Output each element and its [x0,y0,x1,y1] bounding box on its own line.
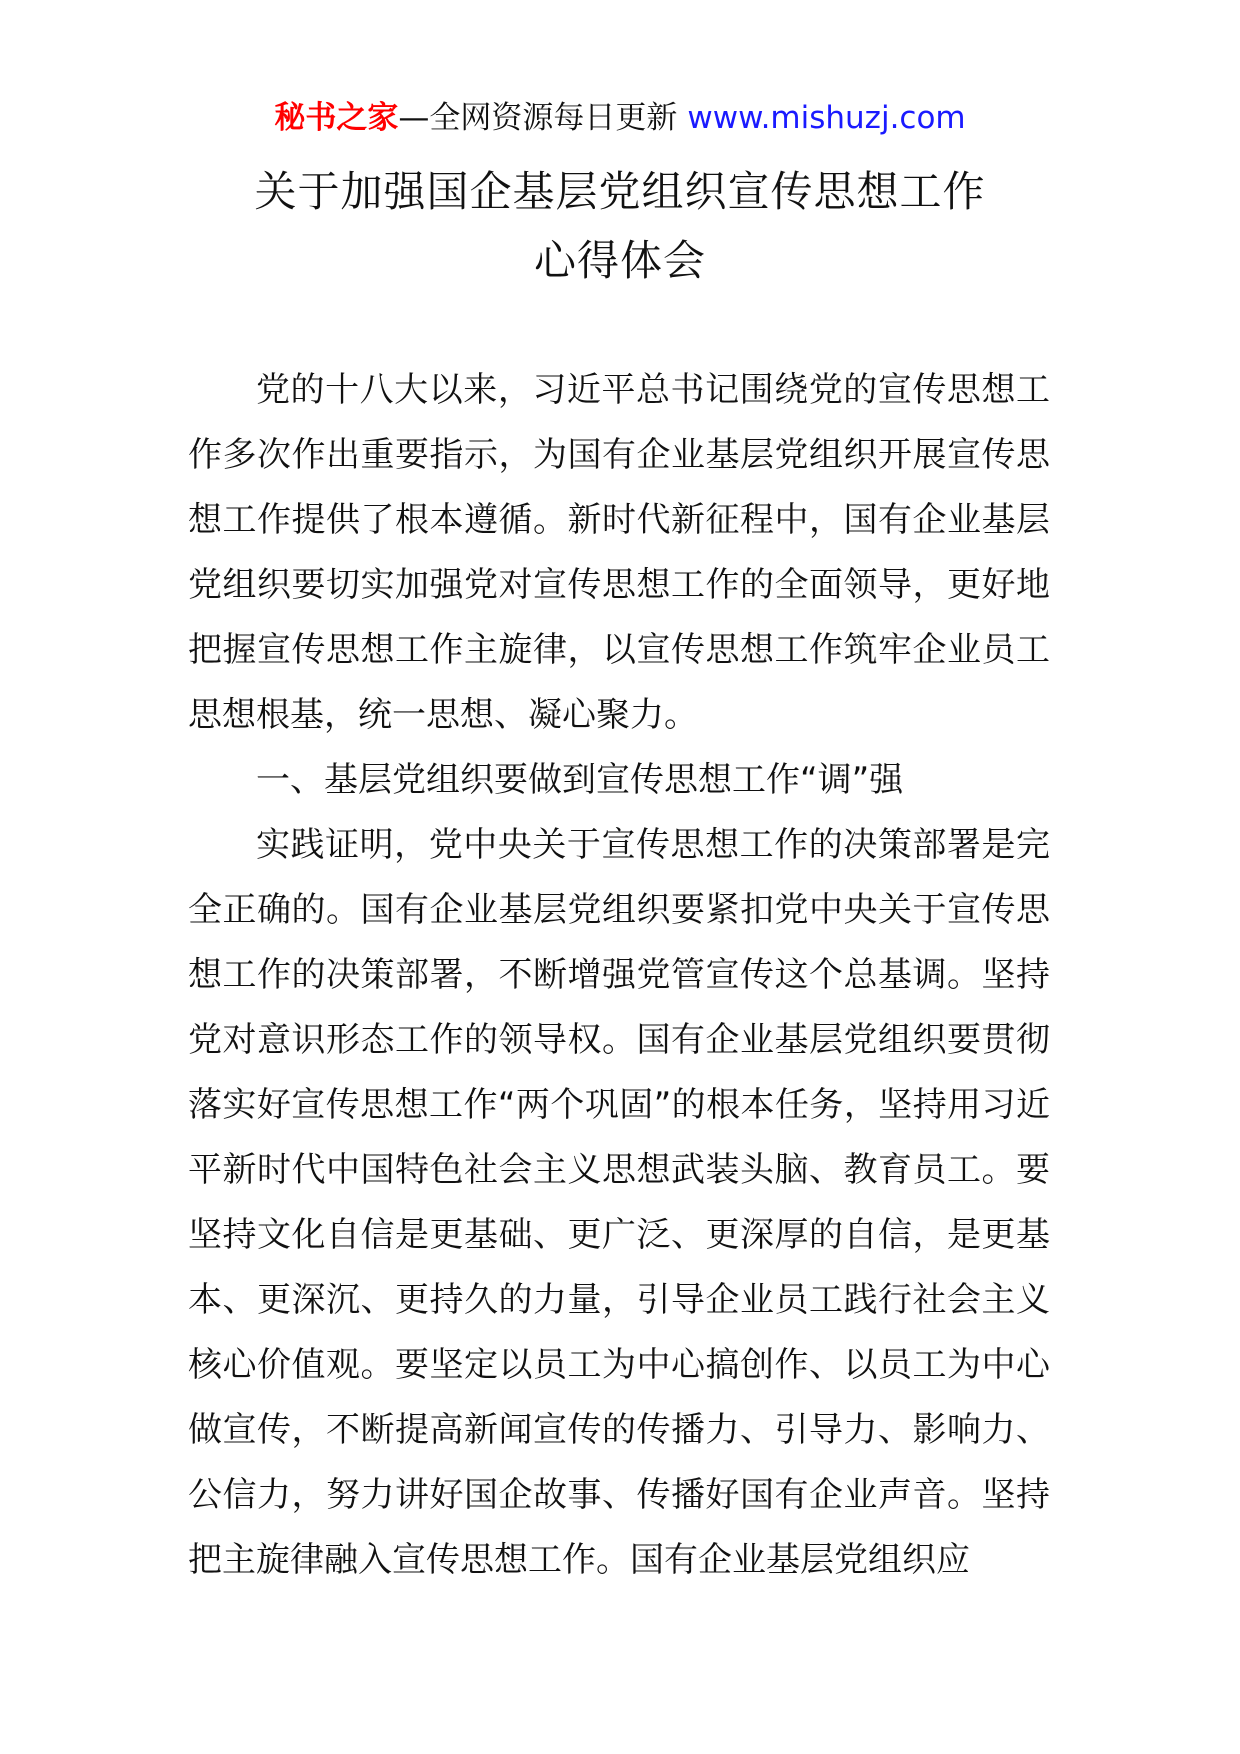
brand-name: 秘书之家 [274,100,399,136]
section-heading-1: 一、基层党组织要做到宣传思想工作“调”强 [256,760,904,800]
body-paragraph-section-1: 实践证明，党中央关于宣传思想工作的决策部署是完全正确的。国有企业基层党组织要紧扣党中央关于宣传思想工作的决策部署，不断增强党管宣传这个总基调。坚持党对意识形态工作的领导权。国有企业基层党组织要贯彻落实好宣传思想工作“两个巩固”的根本任务，坚持用习近平新时代中国特色社会主义思想武装头脑、教育员工。要坚持文化自信是更基础、更广泛、更深厚的自信，是更基本、更深沉、更持久的力量，引导企业员工践行社会主义核心价值观。要坚定以员工为中心搞创作、以员工为中心做宣传，不断提高新闻宣传的传播力、引导力、影响力、公信力，努力讲好国企故事、传播好国有企业声音。坚持把主旋律融入宣传思想工作。国有企业基层党组织应 [188,825,1050,1580]
document-body [188,358,1050,1593]
document-title-line-2: 心得体会 [533,236,706,285]
site-url-link[interactable]: www.mishuzj.com [687,100,966,136]
document-title-line-1: 关于加强国企基层党组织宣传思想工作 [254,167,986,216]
header-slogan: —全网资源每日更新 [398,100,678,136]
site-header [0,98,1240,138]
body-paragraph-intro: 党的十八大以来，习近平总书记围绕党的宣传思想工作多次作出重要指示，为国有企业基层党组织开展宣传思想工作提供了根本遵循。新时代新征程中，国有企业基层党组织要切实加强党对宣传思想工作的全面领导，更好地把握宣传思想工作主旋律，以宣传思想工作筑牢企业员工思想根基，统一思想、凝心聚力。 [188,370,1050,735]
